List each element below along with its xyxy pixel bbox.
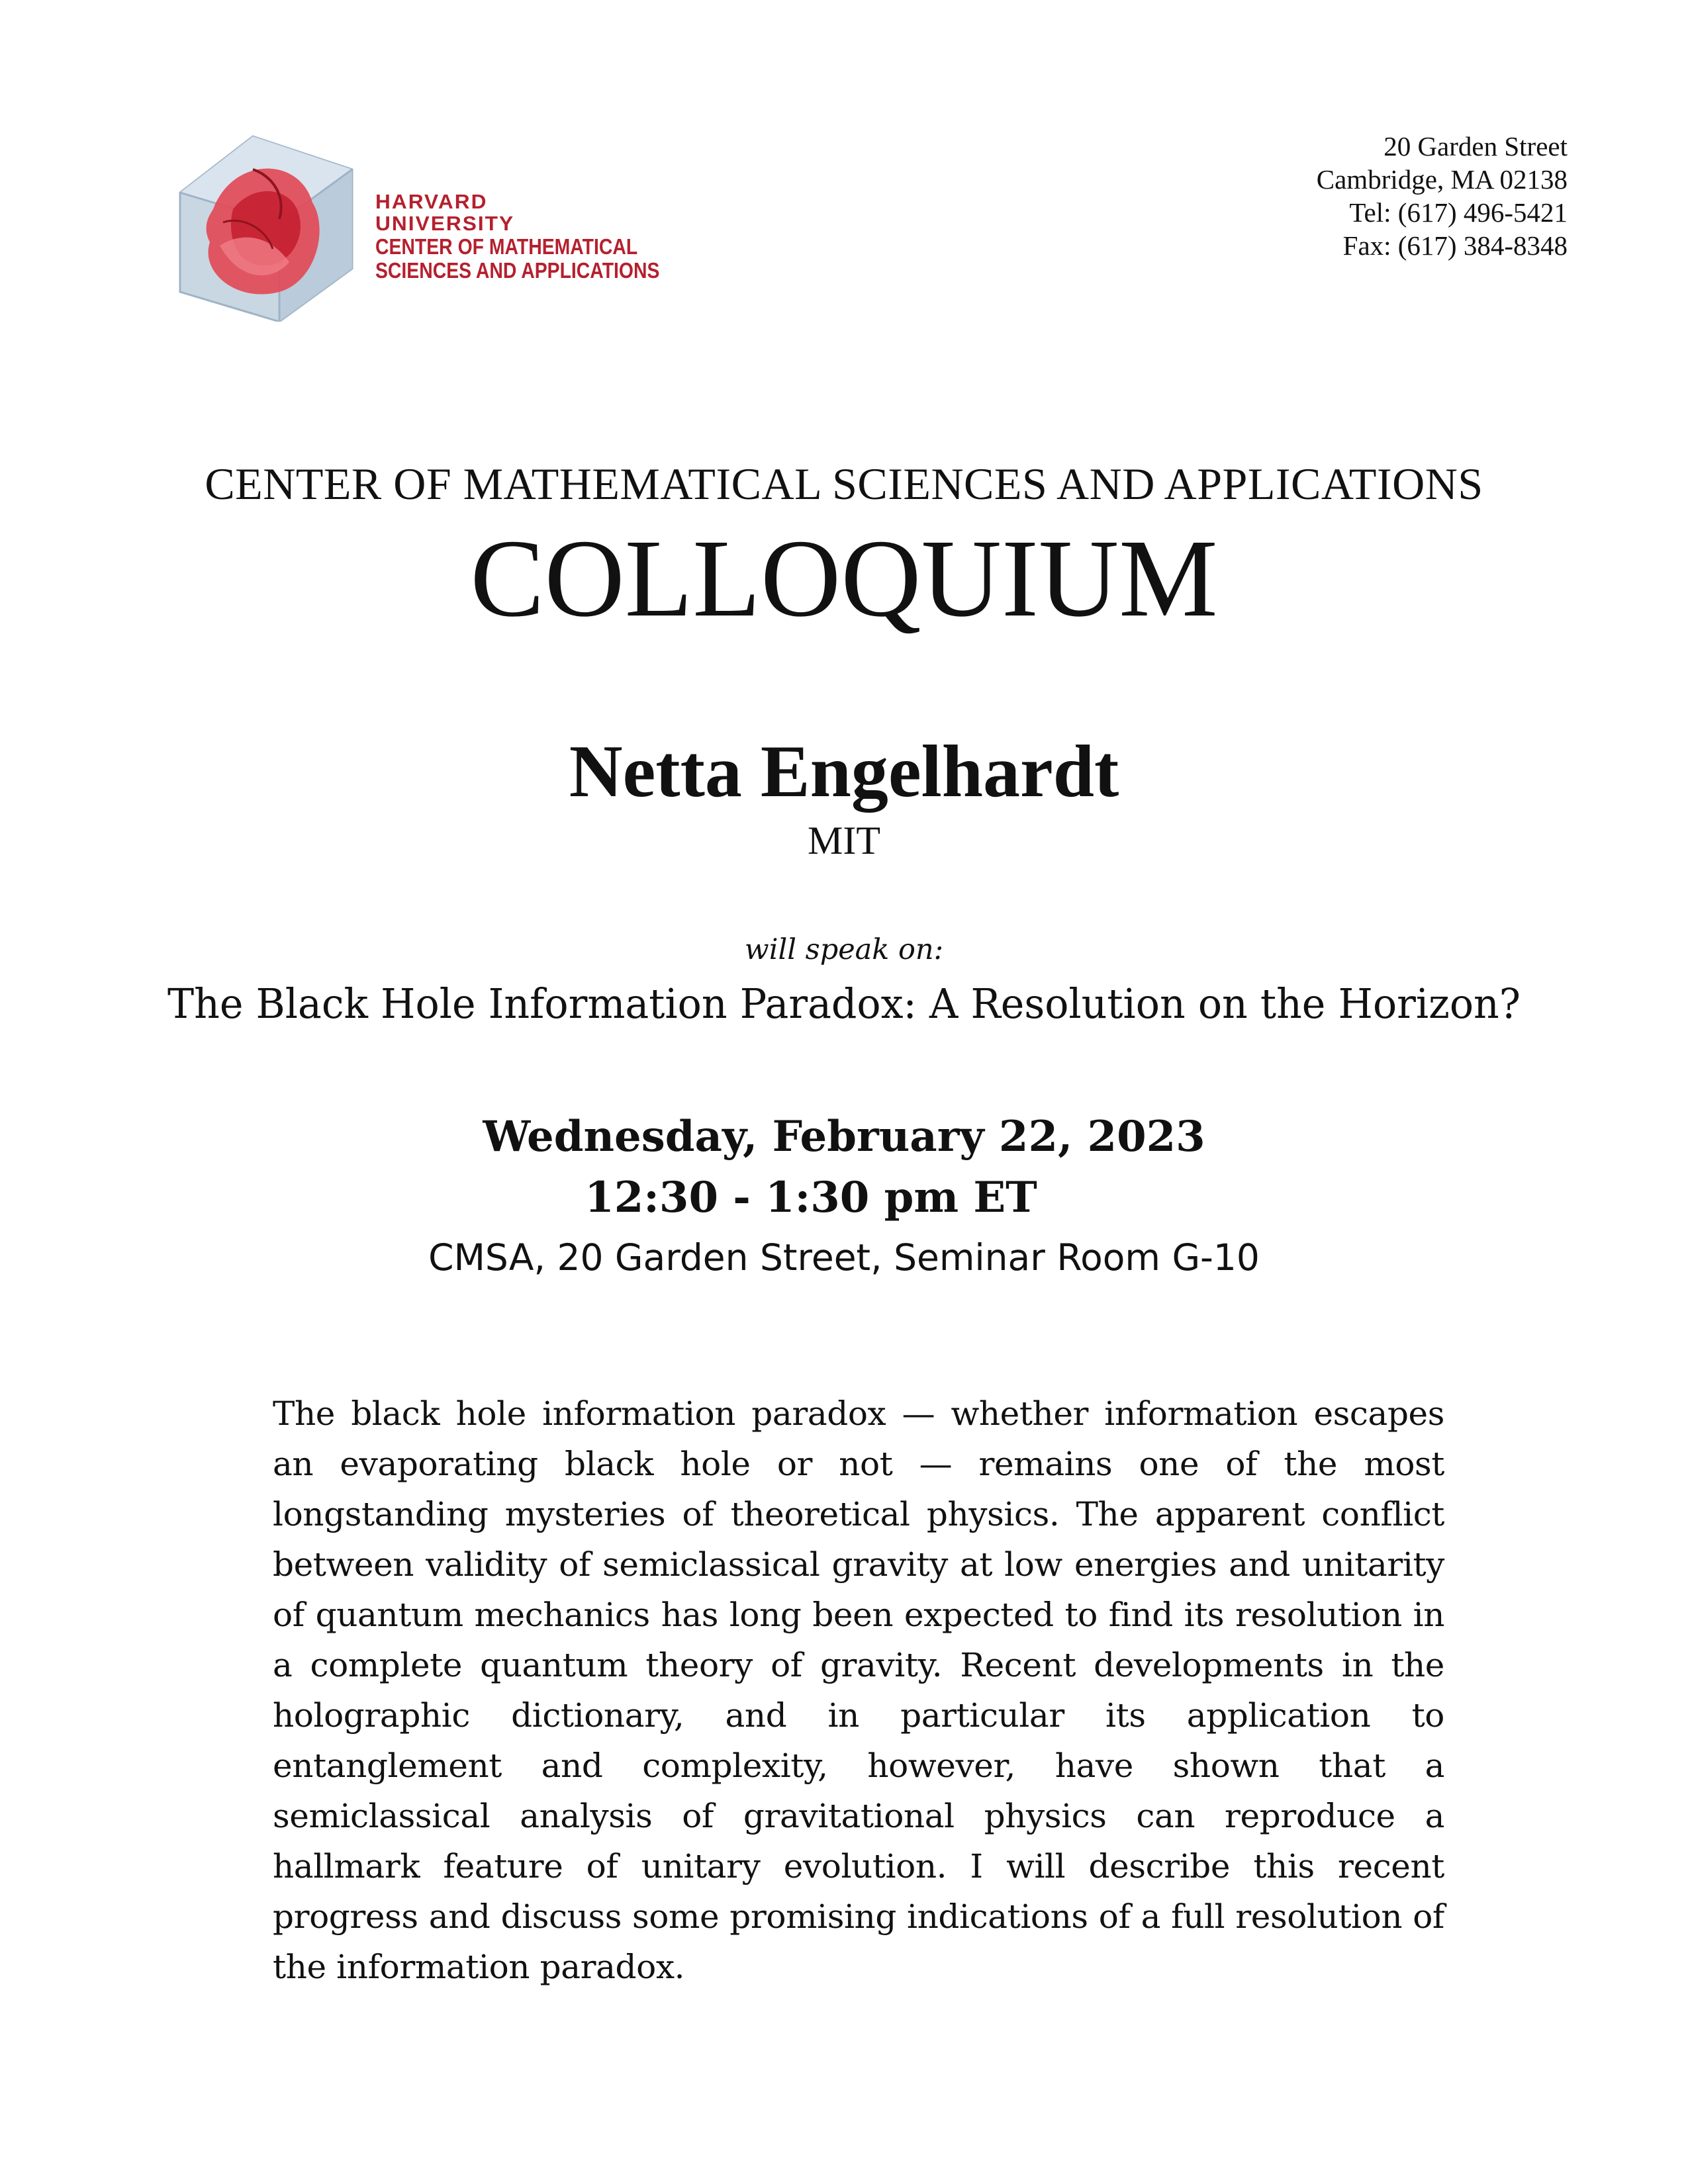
talk-intro: will speak on: bbox=[744, 933, 944, 966]
talk-abstract: The black hole information paradox — whether information escapes an evaporating black hole or not — remains one of the most longstanding mysteries of theoretical physics. The apparent conflict between validity of semiclassical gravity at low energies and unitarity of quantum mechanics has long been expected to find its resolution in a complete quantum theory of gravity. Recent developments in the holographic dictionary, and in particular its application to entanglement and complexity, however, have shown that a semiclassical analysis of gravitational physics can reproduce a hallmark feature of unitary evolution. I will describe this recent progress and discuss some promising indications of a full resolution of the information paradox. bbox=[273, 1394, 1444, 1986]
logo-line-center: CENTER OF MATHEMATICAL bbox=[375, 234, 638, 259]
speaker-affiliation: MIT bbox=[808, 819, 880, 862]
event-type-heading: COLLOQUIUM bbox=[470, 517, 1218, 640]
speaker-name: Netta Engelhardt bbox=[569, 731, 1119, 813]
address-city: Cambridge, MA 02138 bbox=[1316, 164, 1568, 195]
cube-logo-icon bbox=[173, 130, 365, 322]
address-fax: Fax: (617) 384-8348 bbox=[1342, 230, 1568, 261]
address-tel: Tel: (617) 496-5421 bbox=[1349, 197, 1568, 228]
event-location: CMSA, 20 Garden Street, Seminar Room G-10 bbox=[428, 1236, 1260, 1279]
cmsa-logo bbox=[173, 130, 660, 322]
logo-line-sciences: SCIENCES AND APPLICATIONS bbox=[375, 257, 660, 283]
event-date: Wednesday, February 22, 2023 bbox=[483, 1112, 1205, 1161]
talk-title: The Black Hole Information Paradox: A Resolution on the Horizon? bbox=[167, 979, 1521, 1028]
contact-address bbox=[1317, 130, 1568, 262]
event-time: 12:30 - 1:30 pm ET bbox=[585, 1173, 1037, 1222]
address-street: 20 Garden Street bbox=[1383, 131, 1568, 161]
logo-line-university: HARVARD UNIVERSITY bbox=[375, 190, 515, 236]
center-name-heading: CENTER OF MATHEMATICAL SCIENCES AND APPLICATIONS bbox=[205, 459, 1483, 509]
logo-wordmark bbox=[375, 190, 660, 283]
